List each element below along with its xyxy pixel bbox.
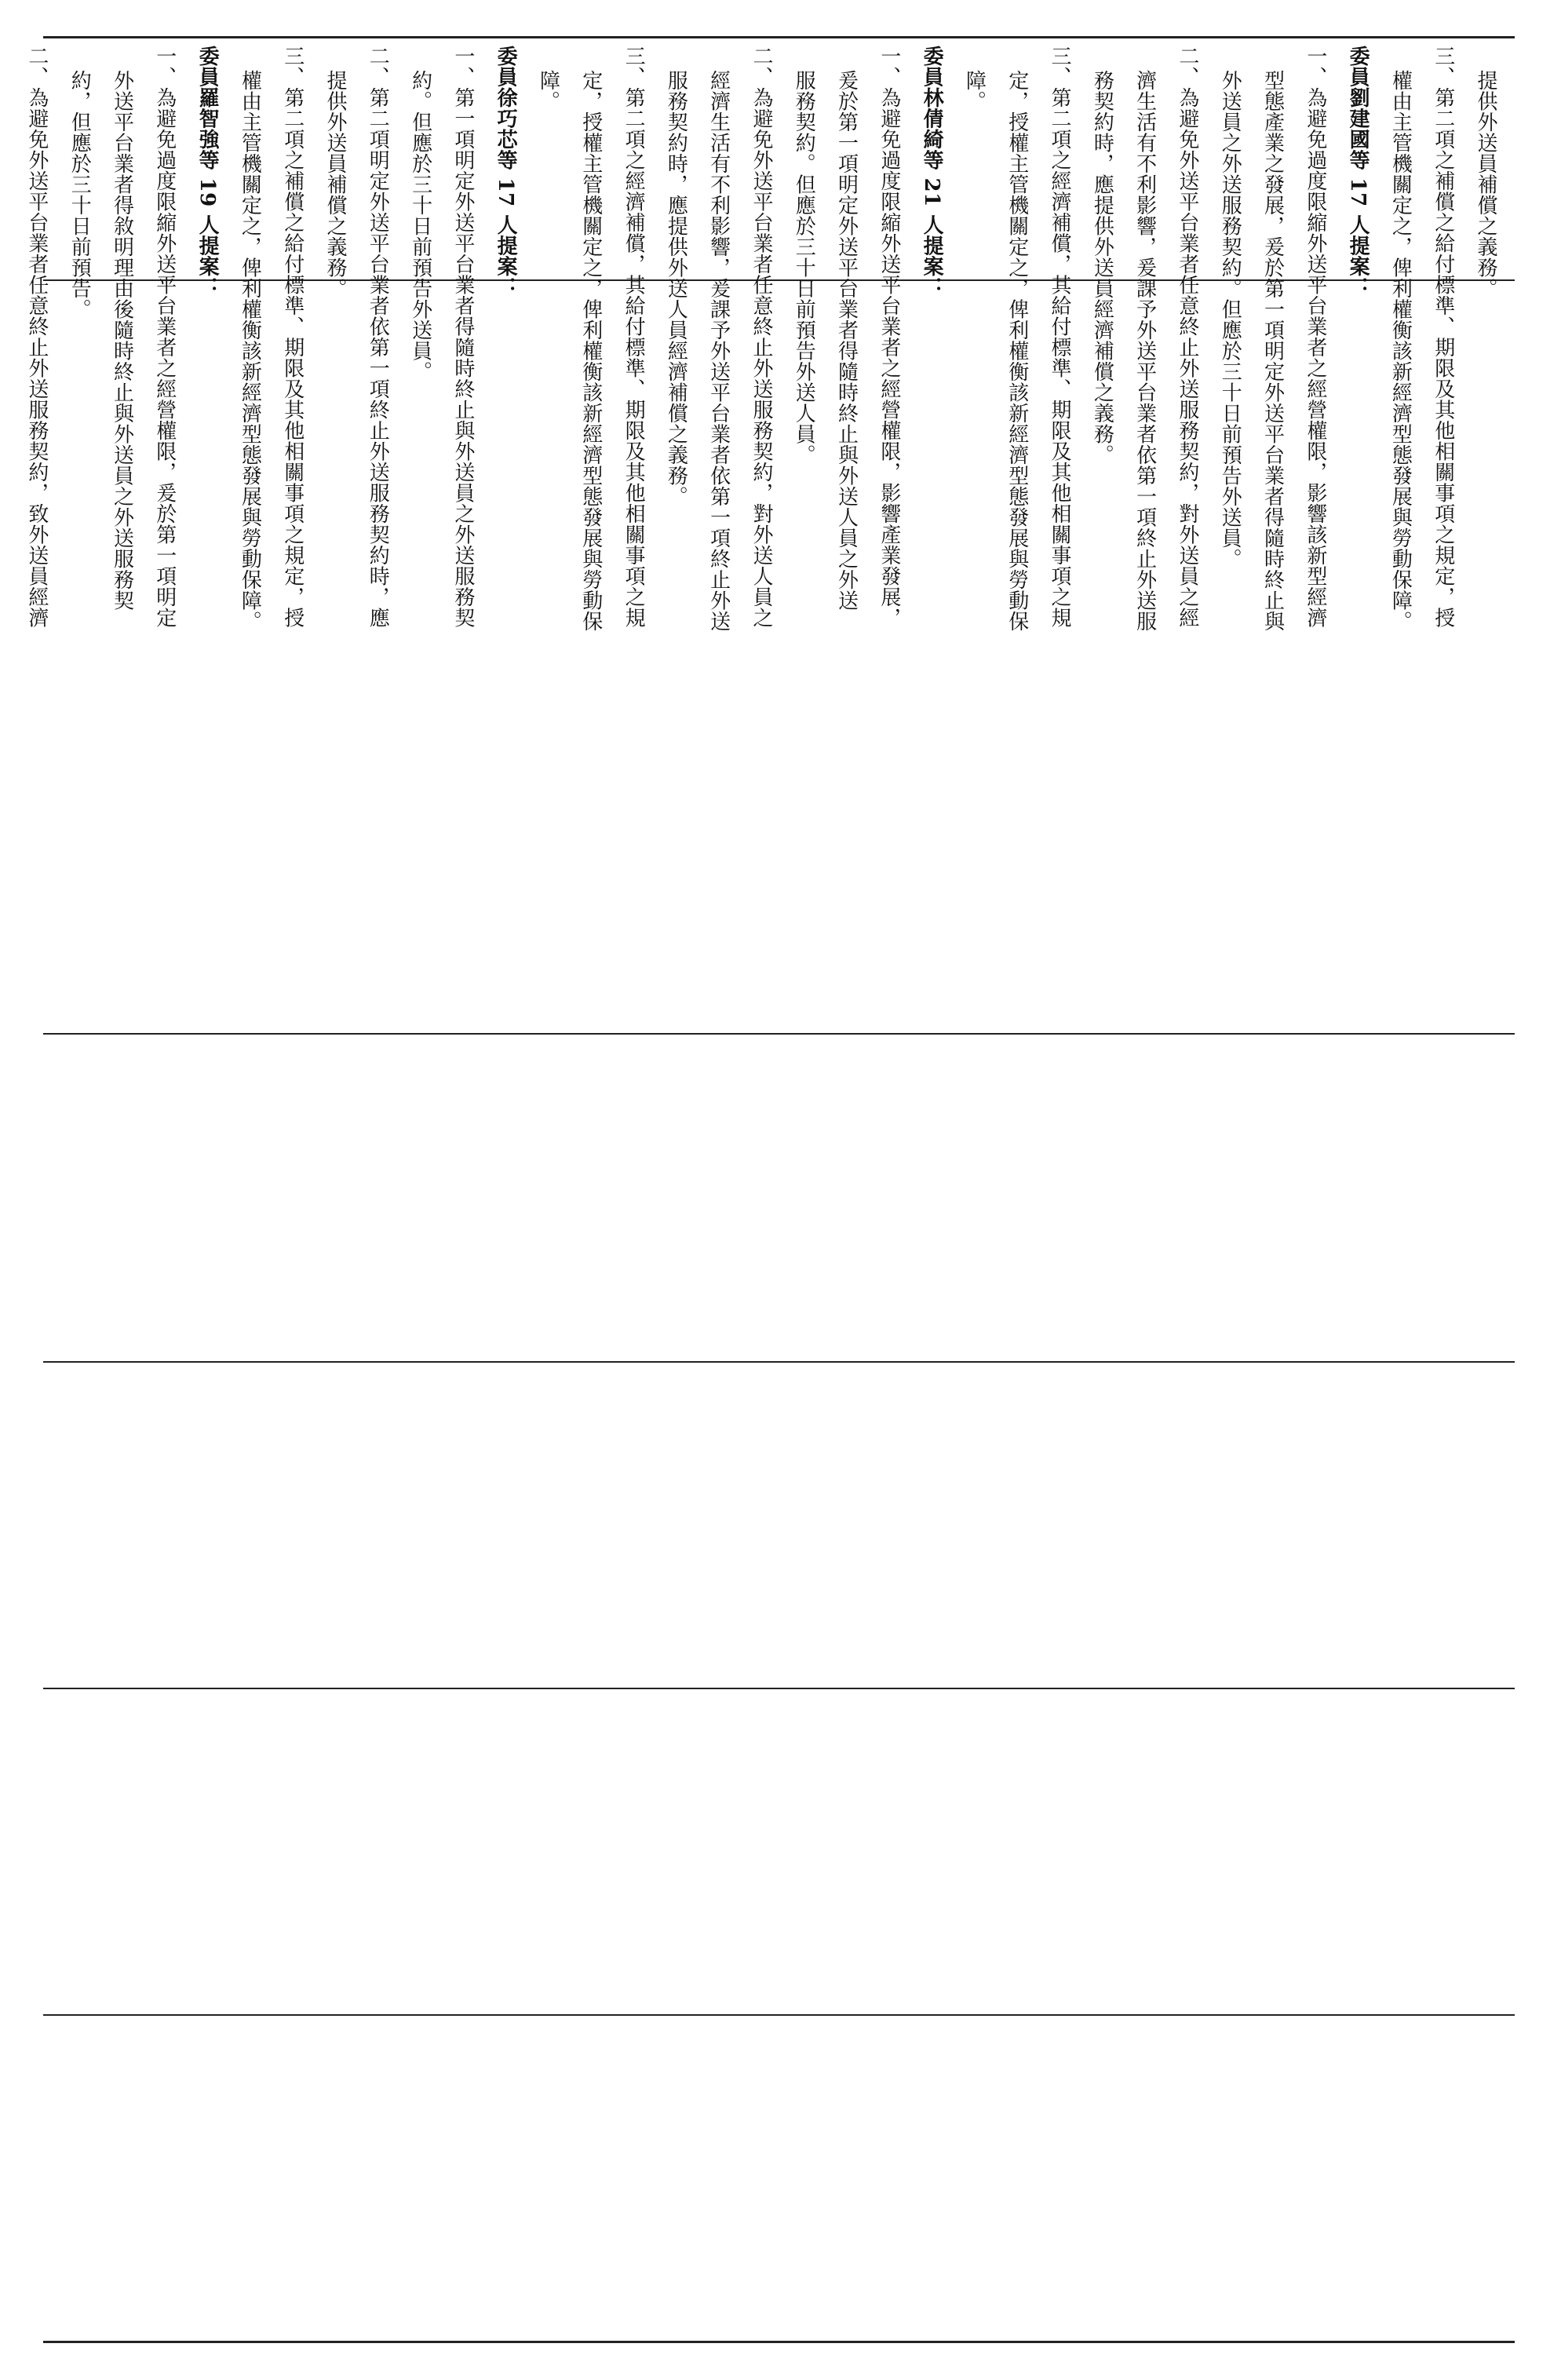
text-line: 二、為避免外送平台業者任意終止外送服務契約，對外送員之經 xyxy=(1175,46,1199,628)
text-line: 爰於第一項明定外送平台業者得隨時終止與外送人員之外送 xyxy=(834,70,859,611)
proposer-heading: 委員劉建國等 17 人提案： xyxy=(1346,46,1370,298)
table-row-rule xyxy=(43,1688,1515,1689)
proposer-heading: 委員羅智強等 19 人提案： xyxy=(195,46,220,298)
text-line: 型態產業之發展，爰於第一項明定外送平台業者得隨時終止與 xyxy=(1260,70,1285,632)
table-bottom-rule xyxy=(43,2341,1515,2343)
text-line: 服務契約時，應提供外送人員經濟補償之義務。 xyxy=(664,70,688,507)
text-line: 障。 xyxy=(536,70,560,112)
text-line: 約，但應於三十日前預告。 xyxy=(67,70,92,320)
proposer-heading: 委員徐巧芯等 17 人提案： xyxy=(494,46,518,298)
text-line: 障。 xyxy=(962,70,987,112)
text-line: 服務契約。但應於三十日前預告外送人員。 xyxy=(792,70,816,465)
text-line: 三、第二項之補償之給付標準、期限及其他相關事項之規定，授 xyxy=(1431,46,1455,628)
text-line: 務契約時，應提供外送員經濟補償之義務。 xyxy=(1090,70,1114,465)
table-row-rule xyxy=(43,1033,1515,1035)
text-line: 二、為避免外送平台業者任意終止外送服務契約，對外送人員之 xyxy=(749,46,773,628)
text-line: 外送平台業者得敘明理由後隨時終止與外送員之外送服務契 xyxy=(110,70,134,611)
text-line: 一、第一項明定外送平台業者得隨時終止與外送員之外送服務契 xyxy=(450,46,475,628)
text-line: 一、為避免過度限縮外送平台業者之經營權限，影響該新型經濟 xyxy=(1303,46,1327,628)
text-line: 外送員之外送服務契約。但應於三十日前預告外送員。 xyxy=(1218,70,1242,570)
table-top-rule xyxy=(43,36,1515,38)
text-line: 二、第二項明定外送平台業者依第一項終止外送服務契約時，應 xyxy=(366,46,390,628)
text-line: 三、第二項之經濟補償，其給付標準、期限及其他相關事項之規 xyxy=(622,46,646,628)
text-line: 二、為避免外送平台業者任意終止外送服務契約，致外送員經濟 xyxy=(24,46,49,628)
table-row-rule xyxy=(43,2014,1515,2016)
explanation-text xyxy=(24,46,1507,632)
text-line: 提供外送員補償之義務。 xyxy=(323,70,347,299)
text-line: 權由主管機關定之，俾利權衡該新經濟型態發展與勞動保障。 xyxy=(1388,70,1413,632)
explanation-cell xyxy=(24,46,1507,632)
text-line: 三、第二項之經濟補償，其給付標準、期限及其他相關事項之規 xyxy=(1048,46,1072,628)
text-line: 權由主管機關定之，俾利權衡該新經濟型態發展與勞動保障。 xyxy=(238,70,262,632)
proposer-heading: 委員林倩綺等 21 人提案： xyxy=(920,46,944,298)
text-line: 一、為避免過度限縮外送平台業者之經營權限，爰於第一項明定 xyxy=(152,46,177,628)
text-line: 經濟生活有不利影響，爰課予外送平台業者依第一項終止外送 xyxy=(706,70,731,632)
text-line: 提供外送員補償之義務。 xyxy=(1474,70,1497,299)
table-row-rule xyxy=(43,1361,1515,1363)
text-line: 約。但應於三十日前預告外送員。 xyxy=(408,70,432,382)
text-line: 定，授權主管機關定之，俾利權衡該新經濟型態發展與勞動保 xyxy=(1005,70,1029,632)
text-line: 濟生活有不利影響，爰課予外送平台業者依第一項終止外送服 xyxy=(1132,70,1157,632)
text-line: 一、為避免過度限縮外送平台業者之經營權限，影響產業發展， xyxy=(877,46,901,628)
text-line: 三、第二項之補償之給付標準、期限及其他相關事項之規定，授 xyxy=(280,46,305,628)
text-line: 定，授權主管機關定之，俾利權衡該新經濟型態發展與勞動保 xyxy=(578,70,603,632)
